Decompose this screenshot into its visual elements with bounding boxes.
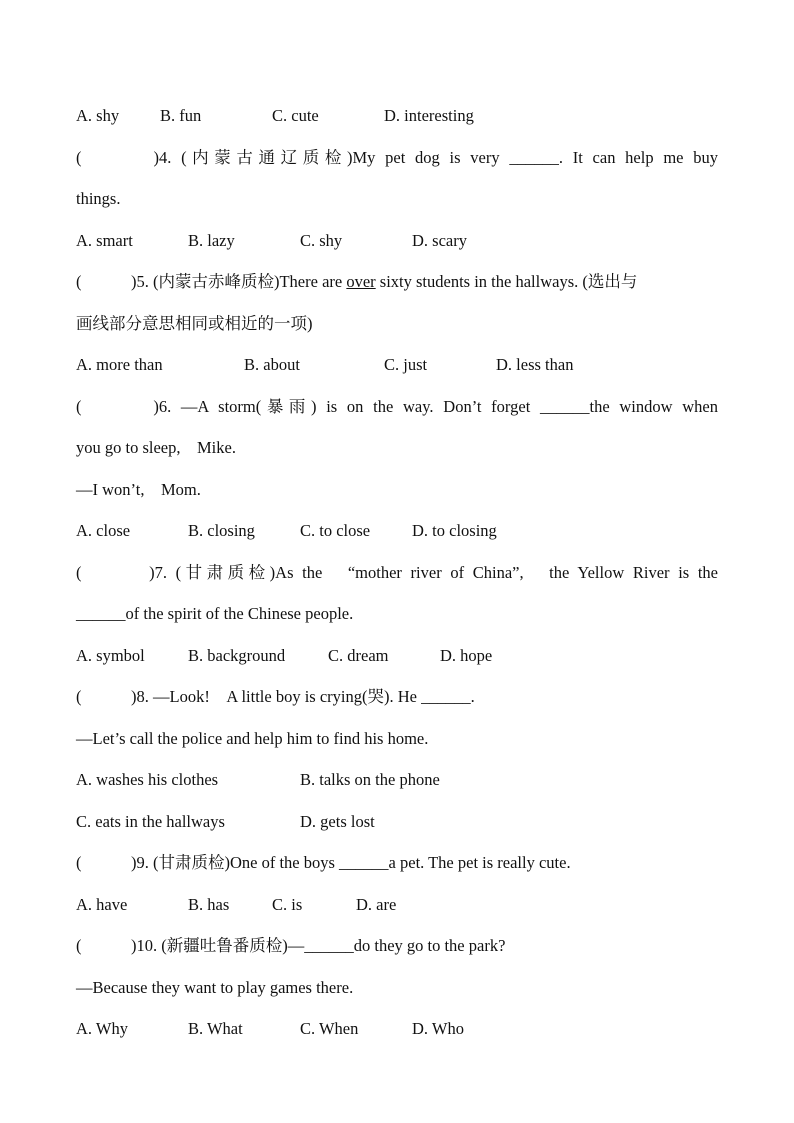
q4-stem-line2: things.	[76, 189, 121, 208]
q7-option-d: D. hope	[440, 645, 493, 665]
q9-option-b: B. has	[188, 894, 230, 914]
q4-stem-line1: ( )4. (内蒙古通辽质检)My pet dog is very ______. It can help me buy	[76, 147, 718, 167]
q6-stem-line2: you go to sleep, Mike.	[76, 438, 236, 457]
q9-option-d: D. are	[356, 894, 397, 914]
q8-response: —Let’s call the police and help him to find his home.	[76, 728, 429, 748]
q5-option-b: B. about	[244, 355, 300, 374]
q6-stem-line1: ( )6. —A storm(暴雨) is on the way. Don’t forget ______the window when	[76, 396, 718, 416]
q4-stem	[76, 142, 718, 184]
q7-option-b: B. background	[188, 645, 286, 665]
q3-options	[76, 100, 718, 142]
q7-option-a: A. symbol	[76, 645, 145, 665]
q8-option-d: D. gets lost	[300, 811, 375, 831]
q6-stem	[76, 391, 718, 433]
q3-option-c: C. cute	[272, 106, 319, 125]
q7-options	[76, 640, 718, 682]
q9-options	[76, 889, 718, 931]
q5-option-a: A. more than	[76, 355, 163, 374]
q10-options	[76, 1013, 718, 1055]
q6-option-d: D. to closing	[412, 521, 497, 540]
q8-stem: ( )8. —Look! A little boy is crying(哭). He ______.	[76, 687, 475, 706]
q6-option-a: A. close	[76, 521, 131, 540]
q10-response: —Because they want to play games there.	[76, 977, 354, 997]
q6-option-b: B. closing	[188, 521, 255, 540]
q10-option-d: D. Who	[412, 1019, 464, 1038]
q8-option-a: A. washes his clothes	[76, 770, 219, 789]
q4-option-c: C. shy	[300, 230, 343, 250]
q8-option-c: C. eats in the hallways	[76, 811, 225, 831]
q9-option-a: A. have	[76, 894, 128, 914]
q4-options	[76, 225, 718, 267]
q9-stem: ( )9. (甘肃质检)One of the boys ______a pet. The pet is really cute.	[76, 853, 571, 872]
q10-option-b: B. What	[188, 1019, 243, 1038]
q10-option-c: C. When	[300, 1019, 359, 1038]
q8-option-b: B. talks on the phone	[300, 770, 440, 789]
q7-stem-line2: ______of the spirit of the Chinese people.	[76, 604, 354, 623]
q8-options-row2	[76, 806, 718, 848]
q9-option-c: C. is	[272, 894, 303, 914]
q7-option-c: C. dream	[328, 645, 389, 665]
q3-option-a: A. shy	[76, 106, 120, 125]
q5-stem-post: sixty students in the hallways. (选出与	[375, 272, 638, 291]
q7-stem-line1: ( )7. (甘肃质检)As the “mother river of China”, the Yellow River is the	[76, 562, 718, 582]
q8-options-row1	[76, 764, 718, 806]
q6-response: —I won’t, Mom.	[76, 479, 201, 499]
q5-stem-pre: ( )5. (内蒙古赤峰质检)There are	[76, 272, 347, 291]
q5-underlined-word: over	[346, 272, 376, 291]
q10-stem: ( )10. (新疆吐鲁番质检)—______do they go to the park?	[76, 936, 506, 955]
q3-option-b: B. fun	[160, 106, 202, 125]
q6-option-c: C. to close	[300, 521, 371, 540]
q5-option-c: C. just	[384, 355, 428, 374]
q4-option-d: D. scary	[412, 230, 467, 250]
q10-option-a: A. Why	[76, 1019, 128, 1038]
worksheet-page	[76, 100, 718, 1055]
q6-options	[76, 515, 718, 557]
q5-option-d: D. less than	[496, 355, 574, 374]
q5-options	[76, 349, 718, 391]
q4-option-b: B. lazy	[188, 230, 235, 250]
q4-option-a: A. smart	[76, 230, 133, 250]
q3-option-d: D. interesting	[384, 106, 474, 125]
q5-stem-line2: 画线部分意思相同或相近的一项)	[76, 313, 313, 333]
q5-stem	[76, 266, 718, 308]
q7-stem	[76, 557, 718, 599]
